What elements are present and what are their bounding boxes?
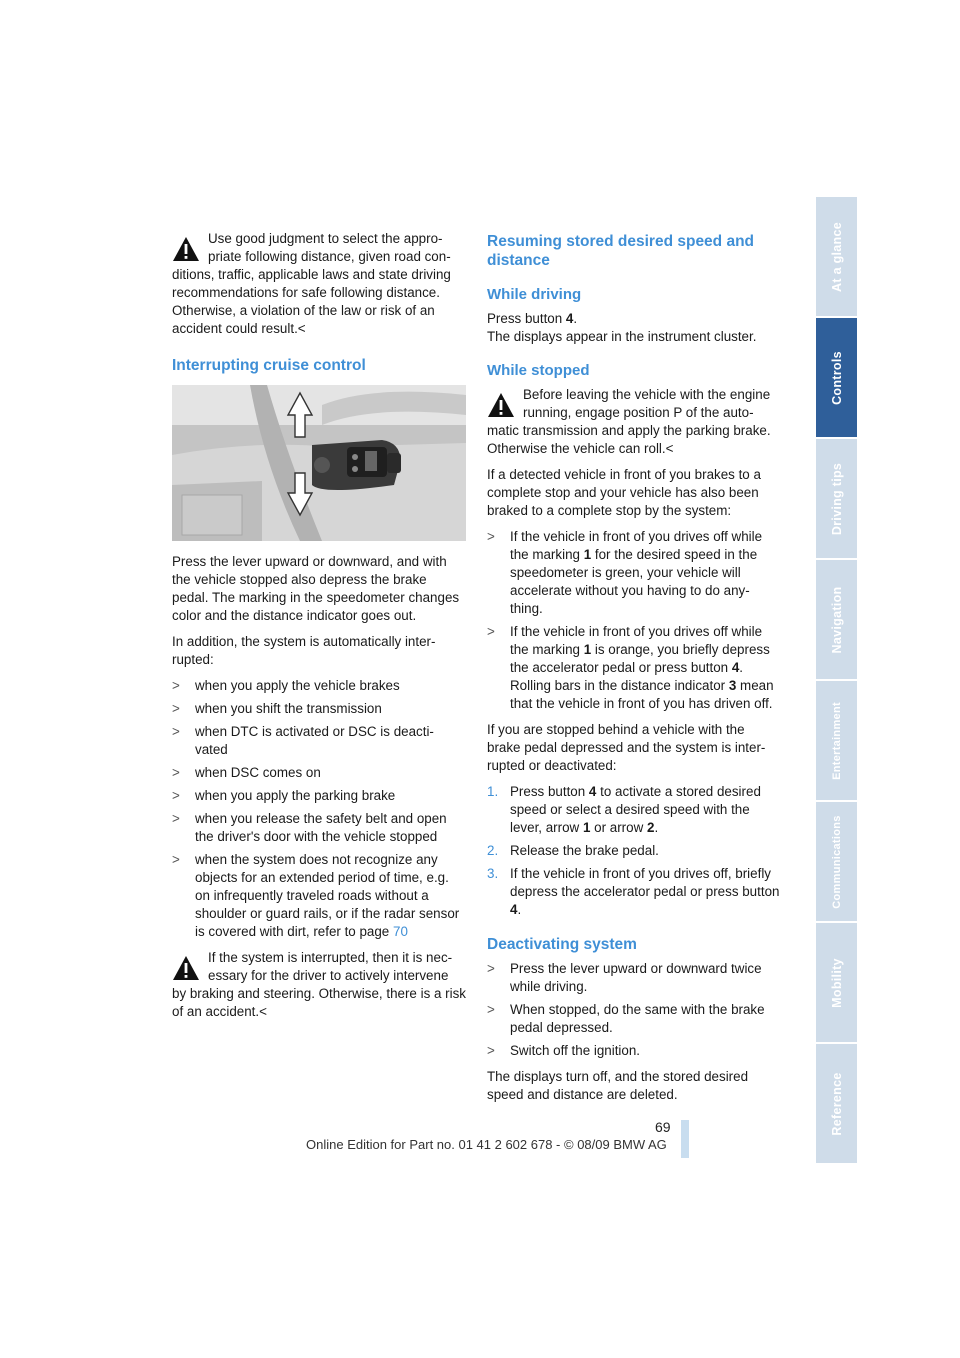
warning-text-rest: matic transmission and apply the parking brake. Otherwise the vehicle can roll.<	[487, 423, 771, 456]
sidebar-tab-mobility[interactable]: Mobility	[816, 923, 857, 1042]
list-item: > If the vehicle in front of you drives off while the marking 1 for the desired speed in the speedometer is green, your vehicle will accelerate without you having to do any- thing.	[487, 529, 763, 616]
warning-block	[487, 386, 781, 458]
paragraph-auto-interrupt: In addition, the system is automatically inter- rupted:	[172, 634, 436, 667]
left-column	[172, 230, 466, 1029]
warning-text-first: Use good judgment to select the appro- priate following distance, given road con-	[208, 231, 451, 264]
list-item: > when the system does not recognize any objects for an extended period of time, e.g. on infrequently traveled roads without a shoulder or guard rails, or if the radar sensor is covered with dirt, refer to page 70	[172, 852, 460, 939]
list-item: 2. Release the brake pedal.	[487, 843, 659, 858]
sidebar-tab-entertainment[interactable]: Entertainment	[816, 681, 857, 800]
paragraph-detected-vehicle: If a detected vehicle in front of you brakes to a complete stop and your vehicle has also been braked to a complete stop by the system:	[487, 467, 761, 518]
subheading-while-stopped: While stopped	[487, 362, 590, 379]
lever-illustration-svg	[172, 385, 466, 541]
list-item: > Press the lever upward or downward twice while driving.	[487, 961, 762, 994]
sidebar-tab-driving-tips[interactable]: Driving tips	[816, 439, 857, 558]
list-item: > If the vehicle in front of you drives off while the marking 1 is orange, you briefly depress the accelerator pedal or press button 4. Rolling bars in the distance indicator 3 mean that the vehicle in front of you has driven off.	[487, 624, 774, 711]
list-item: 1. Press button 4 to activate a stored desired speed or select a desired speed with the lever, arrow 1 or arrow 2.	[487, 784, 761, 835]
interrupt-conditions-list	[172, 677, 466, 941]
heading-interrupting-cruise-control: Interrupting cruise control	[172, 357, 366, 374]
sidebar-tab-reference[interactable]: Reference	[816, 1044, 857, 1163]
list-item: > when DTC is activated or DSC is deacti- vated	[172, 724, 434, 757]
heading-resuming-stored-speed: Resuming stored desired speed and distance	[487, 233, 755, 269]
list-item: > when you release the safety belt and open the driver's door with the vehicle stopped	[172, 811, 447, 844]
subheading-while-driving: While driving	[487, 286, 582, 303]
paragraph-interrupt-lever: Press the lever upward or downward, and with the vehicle stopped also depress the brake pedal. The marking in the speedometer changes color and the distance indicator goes out.	[172, 554, 460, 623]
sidebar-tab-communications[interactable]: Communications	[816, 802, 857, 921]
warning-block	[172, 230, 466, 338]
page-number: 69	[655, 1119, 671, 1135]
sidebar-tab-at-a-glance[interactable]: At a glance	[816, 197, 857, 316]
warning-text-first: Before leaving the vehicle with the engine running, engage position P of the auto-	[523, 387, 771, 420]
page-number-bar	[681, 1120, 689, 1158]
paragraph-press-button: Press button 4.	[487, 311, 578, 326]
footer-edition: Online Edition for Part no. 01 41 2 602 678 - © 08/09 BMW AG	[306, 1137, 667, 1152]
paragraph-stopped-behind: If you are stopped behind a vehicle with the brake pedal depressed and the system is inter- rupted or deactivated:	[487, 722, 766, 773]
warning-text-rest: ditions, traffic, applicable laws and state driving recommendations for safe following distance. Otherwise, a violation of the law or risk of an accident could result.<	[172, 267, 451, 336]
chapter-sidebar	[816, 197, 857, 1160]
steps-list	[487, 783, 781, 919]
list-item: > when DSC comes on	[172, 765, 321, 780]
list-item: > When stopped, do the same with the brake pedal depressed.	[487, 1002, 765, 1035]
list-item: > when you apply the parking brake	[172, 788, 396, 803]
right-column	[487, 232, 781, 1112]
warning-triangle-icon	[172, 955, 200, 981]
list-item: > when you apply the vehicle brakes	[172, 678, 400, 693]
list-item: 3. If the vehicle in front of you drives off, briefly depress the accelerator pedal or press button 4.	[487, 866, 780, 917]
list-item: > Switch off the ignition.	[487, 1043, 641, 1058]
list-item: > when you shift the transmission	[172, 701, 382, 716]
warning-block	[172, 949, 466, 1021]
page-reference-link[interactable]: 70	[393, 924, 408, 939]
deactivate-list	[487, 960, 781, 1060]
warning-text-rest: by braking and steering. Otherwise, there is a risk of an accident.<	[172, 986, 466, 1019]
warning-triangle-icon	[487, 392, 515, 418]
paragraph-displays-turn-off: The displays turn off, and the stored desired speed and distance are deleted.	[487, 1069, 749, 1102]
sidebar-tab-controls[interactable]: Controls	[816, 318, 857, 437]
cruise-control-lever-illustration	[172, 385, 466, 541]
heading-deactivating-system: Deactivating system	[487, 936, 637, 953]
warning-text-first: If the system is interrupted, then it is nec- essary for the driver to actively intervene	[208, 950, 453, 983]
paragraph-displays-appear: The displays appear in the instrument cluster.	[487, 329, 757, 344]
warning-triangle-icon	[172, 236, 200, 262]
sidebar-tab-navigation[interactable]: Navigation	[816, 560, 857, 679]
stopped-conditions-list	[487, 528, 781, 713]
